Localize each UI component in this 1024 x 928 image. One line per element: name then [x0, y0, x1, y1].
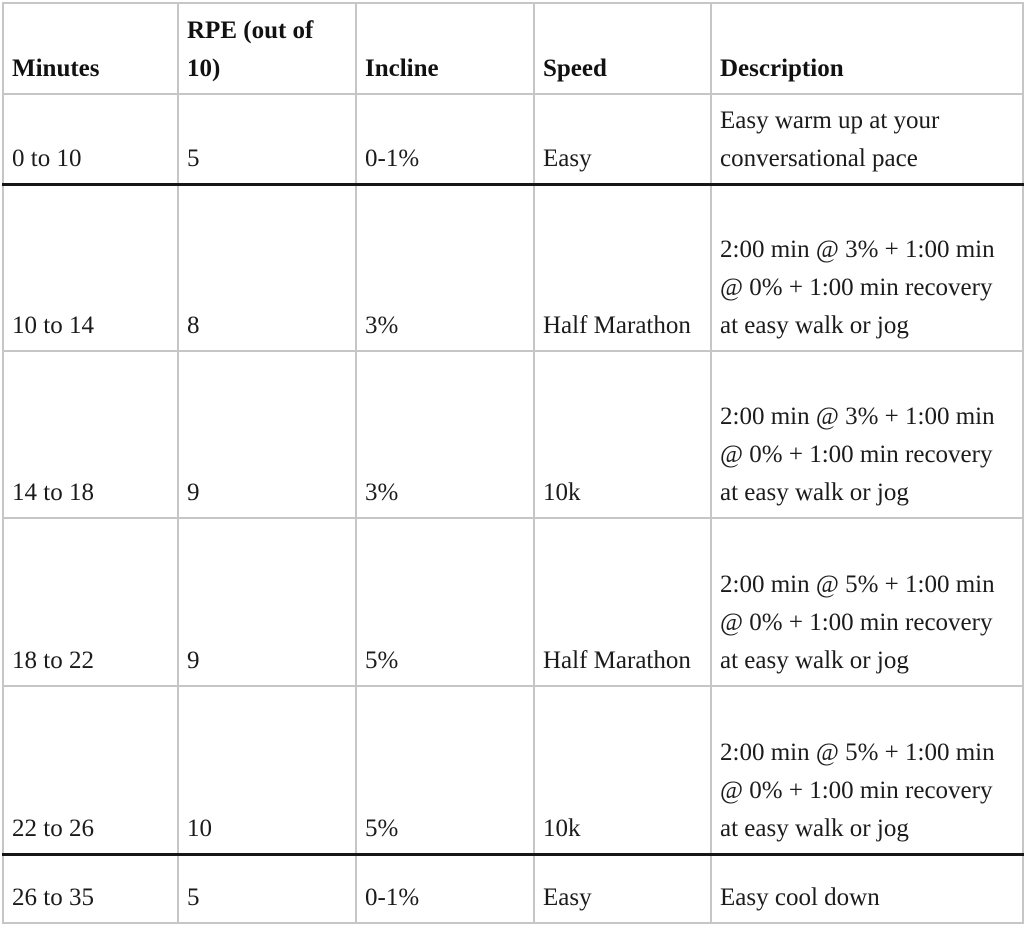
- table-row-interval-4: [3, 686, 1023, 854]
- table-row-interval-1: [3, 184, 1023, 351]
- column-header-incline: Incline: [356, 3, 534, 94]
- cell-rpe: 10: [178, 686, 356, 854]
- cell-rpe: 8: [178, 184, 356, 351]
- cell-incline: 3%: [356, 351, 534, 518]
- cell-speed: 10k: [534, 686, 711, 854]
- cell-description: Easy warm up at your conversational pace: [711, 94, 1023, 184]
- table-row-interval-2: [3, 351, 1023, 518]
- cell-description: 2:00 min @ 5% + 1:00 min @ 0% + 1:00 min recovery at easy walk or jog: [711, 686, 1023, 854]
- cell-incline: 3%: [356, 184, 534, 351]
- cell-description: 2:00 min @ 3% + 1:00 min @ 0% + 1:00 min recovery at easy walk or jog: [711, 351, 1023, 518]
- cell-description: 2:00 min @ 5% + 1:00 min @ 0% + 1:00 min recovery at easy walk or jog: [711, 518, 1023, 686]
- column-header-speed: Speed: [534, 3, 711, 94]
- workout-table: [2, 2, 1024, 924]
- cell-rpe: 5: [178, 854, 356, 923]
- cell-description: 2:00 min @ 3% + 1:00 min @ 0% + 1:00 min recovery at easy walk or jog: [711, 184, 1023, 351]
- cell-incline: 5%: [356, 686, 534, 854]
- cell-rpe: 9: [178, 351, 356, 518]
- header-row: [3, 3, 1023, 94]
- column-header-rpe: RPE (out of 10): [178, 3, 356, 94]
- cell-minutes: 0 to 10: [3, 94, 178, 184]
- column-header-description: Description: [711, 3, 1023, 94]
- cell-minutes: 10 to 14: [3, 184, 178, 351]
- cell-rpe: 9: [178, 518, 356, 686]
- cell-minutes: 18 to 22: [3, 518, 178, 686]
- cell-incline: 0-1%: [356, 854, 534, 923]
- cell-minutes: 14 to 18: [3, 351, 178, 518]
- table-row-warmup: [3, 94, 1023, 184]
- cell-rpe: 5: [178, 94, 356, 184]
- cell-speed: Easy: [534, 854, 711, 923]
- cell-minutes: 26 to 35: [3, 854, 178, 923]
- cell-speed: Easy: [534, 94, 711, 184]
- cell-incline: 0-1%: [356, 94, 534, 184]
- cell-speed: Half Marathon: [534, 184, 711, 351]
- cell-incline: 5%: [356, 518, 534, 686]
- table-row-interval-3: [3, 518, 1023, 686]
- cell-speed: Half Marathon: [534, 518, 711, 686]
- table-row-cooldown: [3, 854, 1023, 923]
- cell-description: Easy cool down: [711, 854, 1023, 923]
- cell-speed: 10k: [534, 351, 711, 518]
- column-header-minutes: Minutes: [3, 3, 178, 94]
- cell-minutes: 22 to 26: [3, 686, 178, 854]
